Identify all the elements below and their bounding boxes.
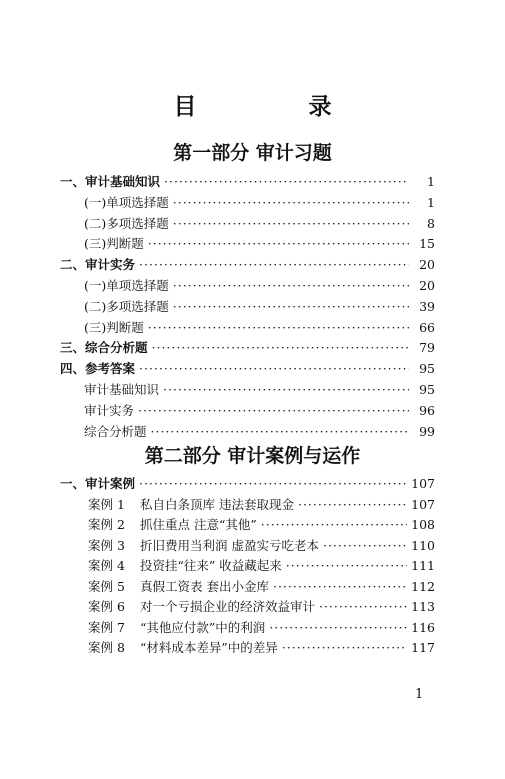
toc-entry-page: 116: [411, 619, 435, 635]
toc-entry: [88, 495, 435, 515]
toc-entry-page: 1: [427, 174, 435, 189]
toc-entry-label: (二)多项选择题: [84, 298, 169, 314]
page-title: 目 录: [173, 94, 384, 120]
case-number: 案例 2: [88, 517, 125, 532]
part1-title: 第一部分 审计习题: [173, 142, 332, 164]
toc-entry-label: 审计基础知识: [84, 382, 160, 397]
dot-leader: [173, 193, 409, 213]
toc-entry-label: 一、审计案例: [60, 476, 136, 491]
dot-leader: [138, 401, 409, 421]
toc-entry-page: 99: [419, 423, 435, 439]
toc-entry-label: 综合分析题: [84, 423, 147, 439]
toc-entry: [60, 338, 435, 358]
toc-entry-page: 110: [411, 537, 435, 553]
dot-leader: [151, 422, 409, 442]
dot-leader: [269, 618, 407, 638]
toc-entry: [84, 193, 435, 213]
toc-entry: [88, 515, 435, 535]
toc-entry: [60, 172, 435, 192]
toc-entry-page: 66: [419, 319, 435, 335]
dot-leader: [286, 556, 407, 576]
dot-leader: [139, 359, 409, 379]
toc-entry: [88, 577, 435, 597]
toc-entry-label: 四、参考答案: [60, 361, 136, 377]
toc-entry: [84, 401, 435, 421]
case-number: 案例 1: [88, 496, 125, 512]
dot-leader: [173, 276, 409, 296]
toc-entry: [84, 422, 435, 442]
dot-leader: [139, 474, 407, 494]
toc-entry-page: 112: [411, 578, 435, 594]
dot-leader: [261, 515, 407, 535]
dot-leader: [323, 536, 407, 556]
page-number: 1: [415, 687, 424, 702]
toc-entry-page: 108: [411, 517, 435, 532]
part2-title: 第二部分 审计案例与运作: [144, 445, 361, 467]
toc-entry-page: 79: [419, 340, 435, 356]
dot-leader: [139, 255, 409, 275]
dot-leader: [148, 318, 409, 338]
toc-entry-label: 折旧费用当利润 虚盈实亏吃老本: [140, 537, 319, 553]
toc-entry-label: 投资挂“往来” 收益藏起来: [140, 558, 282, 573]
case-number: 案例 8: [88, 640, 125, 655]
toc-entry-page: 20: [419, 278, 435, 293]
toc-entry: [88, 597, 435, 617]
toc-entry-page: 15: [419, 236, 435, 252]
dot-leader: [282, 638, 407, 658]
toc-entry-page: 117: [411, 640, 435, 655]
toc-entry-page: 111: [411, 558, 435, 573]
toc-entry-page: 95: [419, 361, 435, 377]
toc-entry-label: 一、审计基础知识: [60, 174, 161, 189]
toc-entry-page: 113: [411, 599, 435, 614]
dot-leader: [152, 338, 409, 358]
toc-entry-page: 96: [419, 402, 435, 418]
toc-entry: [88, 536, 435, 556]
toc-entry-label: 私自白条顶库 违法套取现金: [140, 496, 294, 512]
toc-entry-label: 对一个亏损企业的经济效益审计: [140, 599, 316, 614]
case-number: 案例 5: [88, 578, 125, 594]
dot-leader: [173, 297, 409, 317]
dot-leader: [173, 214, 409, 234]
toc-entry: [84, 318, 435, 338]
dot-leader: [273, 577, 407, 597]
toc-entry-page: 39: [419, 298, 435, 314]
dot-leader: [298, 495, 407, 515]
toc-entry: [88, 556, 435, 576]
toc-entry: [60, 474, 435, 494]
case-number: 案例 6: [88, 599, 125, 614]
toc-entry-page: 107: [411, 496, 435, 512]
toc-entry-label: 抓住重点 注意“其他”: [140, 517, 257, 532]
toc-entry-page: 95: [419, 382, 435, 397]
toc-entry-label: (三)判断题: [84, 236, 144, 252]
toc-entry-label: “其他应付款”中的利润: [140, 619, 266, 635]
toc-entry-label: (三)判断题: [84, 319, 144, 335]
toc-entry-page: 1: [427, 194, 435, 210]
toc-entry: [84, 234, 435, 254]
toc-entry: [84, 276, 435, 296]
dot-leader: [148, 234, 409, 254]
case-number: 案例 4: [88, 558, 125, 573]
toc-entry: [88, 638, 435, 658]
toc-entry-label: “材料成本差异”中的差异: [140, 640, 278, 655]
case-number: 案例 7: [88, 619, 125, 635]
toc-entry-label: 二、审计实务: [60, 257, 136, 273]
toc-entry: [60, 255, 435, 275]
toc-entry: [84, 214, 435, 234]
toc-entry: [84, 297, 435, 317]
toc-entry: [84, 380, 435, 400]
toc-entry-label: 三、综合分析题: [60, 340, 148, 356]
toc-entry-label: 审计实务: [84, 402, 135, 418]
toc-entry-page: 20: [419, 257, 435, 273]
dot-leader: [319, 597, 407, 617]
toc-entry-label: 真假工资表 套出小金库: [140, 578, 269, 594]
toc-entry-page: 8: [427, 215, 435, 231]
toc-entry-label: (二)多项选择题: [84, 215, 169, 231]
toc-entry-label: (一)单项选择题: [84, 194, 169, 210]
toc-entry: [88, 618, 435, 638]
dot-leader: [164, 172, 409, 192]
case-number: 案例 3: [88, 537, 125, 553]
dot-leader: [163, 380, 409, 400]
toc-entry: [60, 359, 435, 379]
toc-entry-page: 107: [411, 476, 435, 491]
toc-entry-label: (一)单项选择题: [84, 278, 169, 293]
